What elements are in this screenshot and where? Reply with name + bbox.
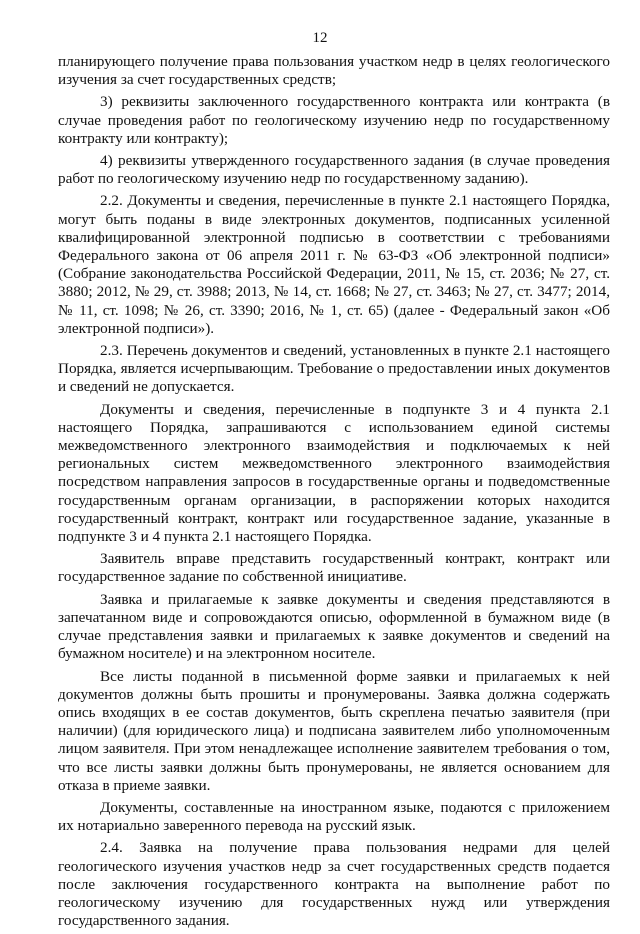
- document-body: [58, 53, 610, 934]
- paragraph: 2.3. Перечень документов и сведений, установленных в пункте 2.1 настоящего Порядка, является исчерпывающим. Требование о предоставлении иных документов и сведений не допускается.: [58, 342, 610, 396]
- paragraph: Заявка и прилагаемые к заявке документы и сведения представляются в запечатанном виде и сопровождаются описью, оформленной в бумажном виде (в случае представления заявки и прилагаемых к заявке документов и сведений на бумажном носителе) и на электронном носителе.: [58, 590, 610, 663]
- paragraph: 2.4. Заявка на получение права пользования недрами для целей геологического изучения участков недр за счет государственных средств подается после заключения государственного контракта на выполнение работ по геологическому изучению для государственных нужд или утверждения государственного задания.: [58, 839, 610, 930]
- page-number: 12: [312, 30, 328, 46]
- paragraph: Документы и сведения, перечисленные в подпункте 3 и 4 пункта 2.1 настоящего Порядка, запрашиваются с использованием единой системы межведомственного электронного взаимодействия и подключаемых к ней региональных систем межведомственного электронного взаимодействия посредством направления запросов в государственные органы и подведомственные государственным органам организации, в распоряжении которых находится государственный контракт, контракт или государственное задание, указанные в подпункте 3 и 4 пункта 2.1 настоящего Порядка.: [58, 400, 610, 546]
- paragraph: 2.2. Документы и сведения, перечисленные в пункте 2.1 настоящего Порядка, могут быть поданы в виде электронных документов, подписанных усиленной квалифицированной электронной подписью в соответствии с требованиями Федерального закона от 06 апреля 2011 г. № 63-ФЗ «Об электронной подписи» (Собрание законодательства Российской Федерации, 2011, № 15, ст. 2036; № 27, ст. 3880; 2012, № 29, ст. 3988; 2013, № 14, ст. 1668; № 27, ст. 3463; № 27, ст. 3477; 2014, № 11, ст. 1098; № 26, ст. 3390; 2016, № 1, ст. 65) (далее - Федеральный закон «Об электронной подписи»).: [58, 192, 610, 337]
- paragraph: планирующего получение права пользования участком недр в целях геологического изучения за счет государственных средств;: [58, 53, 610, 89]
- paragraph: Заявитель вправе представить государственный контракт, контракт или государственное задание по собственной инициативе.: [58, 550, 610, 586]
- paragraph: Документы, составленные на иностранном языке, подаются с приложением их нотариально заверенного перевода на русский язык.: [58, 798, 610, 835]
- paragraph: 4) реквизиты утвержденного государственного задания (в случае проведения работ по геологическому изучению недр по государственному заданию).: [58, 152, 610, 188]
- paragraph: 3) реквизиты заключенного государственного контракта или контракта (в случае проведения работ по геологическому изучению недр по государственному контракту или контракту);: [58, 93, 610, 147]
- paragraph: Все листы поданной в письменной форме заявки и прилагаемых к ней документов должны быть прошиты и пронумерованы. Заявка должна содержать опись входящих в ее состав документов, быть скреплена печатью заявителя (при наличии) (для юридического лица) и подписана заявителем либо уполномоченным лицом заявителя. При этом ненадлежащее исполнение заявителем требования о том, что все листы заявки должны быть пронумерованы, не является основанием для отказа в приеме заявки.: [58, 667, 610, 794]
